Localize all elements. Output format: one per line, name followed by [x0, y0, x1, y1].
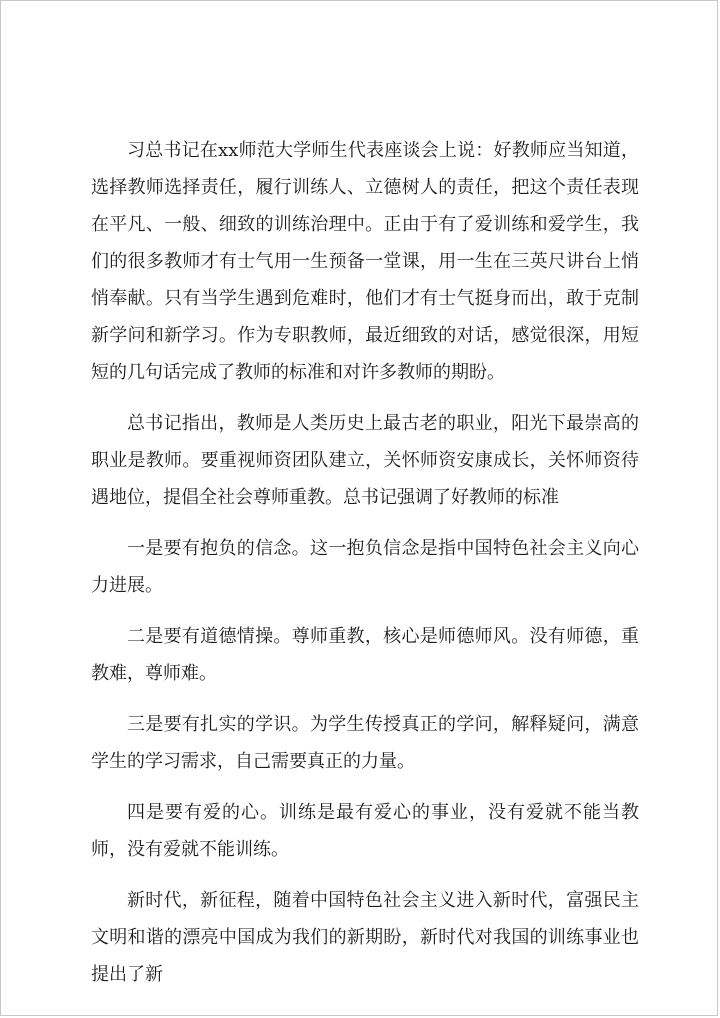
document-body — [91, 132, 639, 1007]
paragraph-3: 一是要有抱负的信念。这一抱负信念是指中国特色社会主义向心力进展。 — [91, 538, 639, 596]
paragraph-7: 新时代，新征程，随着中国特色社会主义进入新时代，富强民主文明和谐的漂亮中国成为我们的新期盼，新时代对我国的训练事业也提出了新 — [91, 890, 639, 985]
paragraph-2: 总书记指出，教师是人类历史上最古老的职业，阳光下最崇高的职业是教师。要重视师资团队建立，关怀师资安康成长，关怀师资待遇地位，提倡全社会尊师重教。总书记强调了好教师的标准 — [91, 413, 639, 508]
paragraph-6: 四是要有爱的心。训练是最有爱心的事业，没有爱就不能当教师，没有爱就不能训练。 — [91, 802, 639, 860]
paragraph-4: 二是要有道德情操。尊师重教，核心是师德师风。没有师德，重教难，尊师难。 — [91, 626, 639, 684]
paragraph-1: 习总书记在xx师范大学师生代表座谈会上说：好教师应当知道，选择教师选择责任，履行训练人、立德树人的责任，把这个责任表现在平凡、一般、细致的训练治理中。正由于有了爱训练和爱学生，我们的很多教师才有士气用一生预备一堂课，用一生在三英尺讲台上悄悄奉献。只有当学生遇到危难时，他们才有士气挺身而出，敢于克制新学问和新学习。作为专职教师，最近细致的对话，感觉很深，用短短的几句话完成了教师的标准和对许多教师的期盼。 — [91, 140, 639, 383]
paragraph-5: 三是要有扎实的学识。为学生传授真正的学问，解释疑问，满意学生的学习需求，自己需要真正的力量。 — [91, 714, 639, 772]
